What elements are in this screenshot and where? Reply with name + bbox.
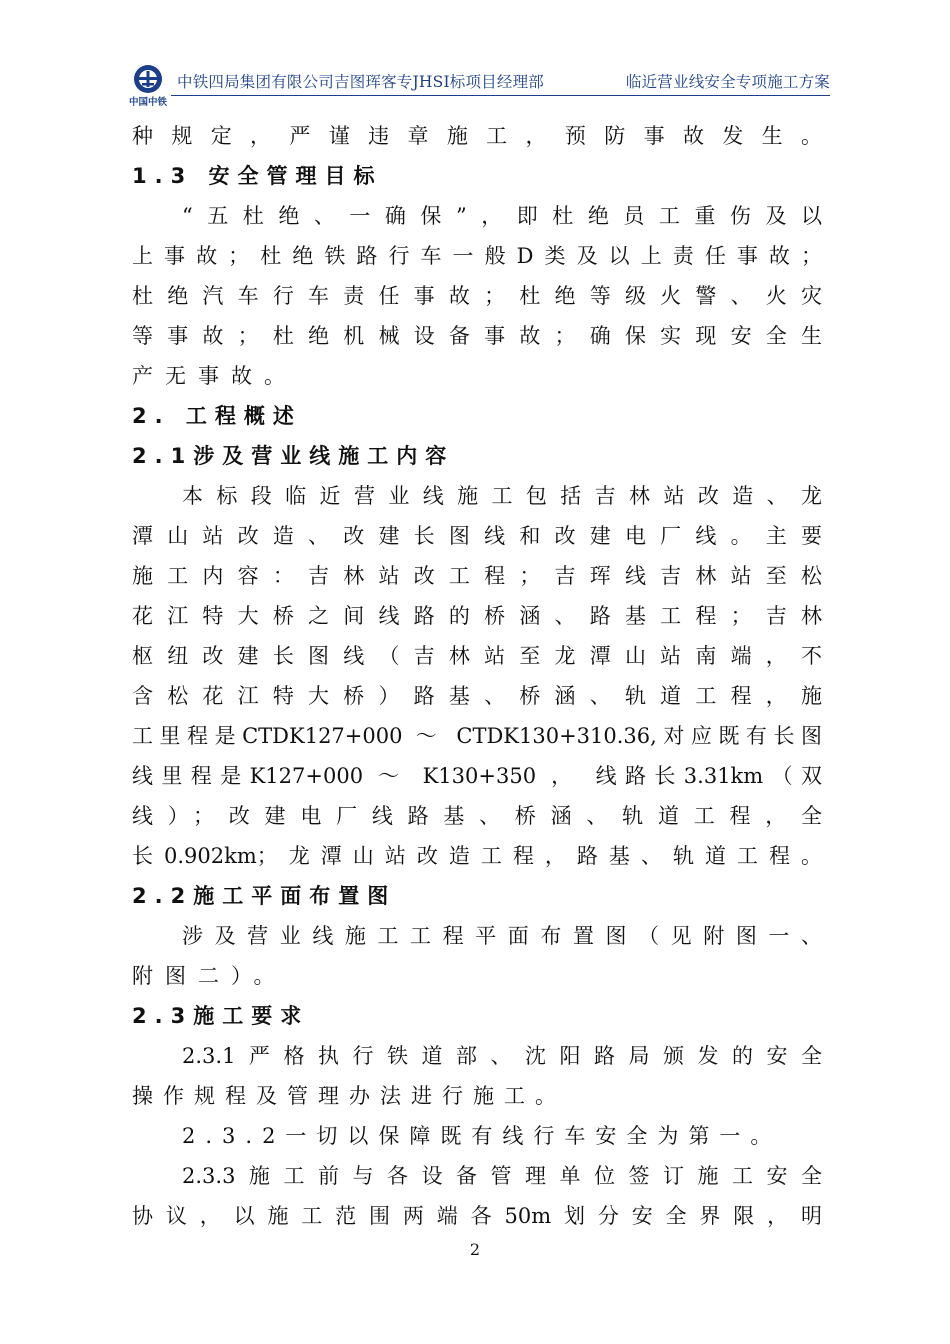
body-line: 涉及营业线施工工程平面布置图（见附图一、 xyxy=(182,924,822,948)
body-line: 附图二）。 xyxy=(132,964,287,988)
body-line: 潭山站改造、改建长图线和改建电厂线。主要 xyxy=(132,524,822,548)
body-line: 花江特大桥之间线路的桥涵、路基工程；吉林 xyxy=(132,604,822,628)
heading-2-1: 2.1涉及营业线施工内容 xyxy=(132,444,455,468)
body-line: 本标段临近营业线施工包括吉林站改造、龙 xyxy=(182,484,822,508)
page-header xyxy=(125,60,830,110)
body-line: 上事故；杜绝铁路行车一般D类及以上责任事故； xyxy=(132,244,822,268)
body-line: 枢纽改建长图线（吉林站至龙潭山站南端，不 xyxy=(132,644,822,668)
body-line: 产无事故。 xyxy=(132,364,297,388)
heading-2-3: 2.3施工要求 xyxy=(132,1004,310,1028)
body-line: 2.3.1严格执行铁道部、沈阳路局颁发的安全 xyxy=(182,1044,822,1068)
body-line: 工里程是CTDK127+000 ～ CTDK130+310.36,对应既有长图 xyxy=(132,724,822,748)
header-divider xyxy=(171,95,830,96)
body-line: 长0.902km；龙潭山站改造工程，路基、轨道工程。 xyxy=(132,844,822,868)
body-line: 施工内容：吉林站改工程；吉珲线吉林站至松 xyxy=(132,564,822,588)
body-line: 操作规程及管理办法进行施工。 xyxy=(132,1084,566,1108)
body-line: 2.3.2一切以保障既有线行车安全为第一。 xyxy=(182,1124,782,1148)
body-line: “五杜绝、一确保”，即杜绝员工重伤及以 xyxy=(182,204,822,228)
header-organization: 中铁四局集团有限公司吉图珲客专JHSⅠ标项目经理部 xyxy=(177,73,544,91)
header-document-title: 临近营业线安全专项施工方案 xyxy=(625,73,830,91)
logo-text: 中国中铁 xyxy=(128,97,168,108)
body-line: 杜绝汽车行车责任事故；杜绝等级火警、火灾 xyxy=(132,284,822,308)
body-line: 含松花江特大桥）路基、桥涵、轨道工程，施 xyxy=(132,684,822,708)
body-line: 线里程是K127+000 ～ K130+350 ， 线路长3.31km（双 xyxy=(132,764,822,788)
body-line: 协议，以施工范围两端各50m划分安全界限，明 xyxy=(132,1204,822,1228)
heading-2-2: 2.2施工平面布置图 xyxy=(132,884,397,908)
heading-2: 2. 工程概述 xyxy=(132,404,302,428)
body-line: 2.3.3施工前与各设备管理单位签订施工安全 xyxy=(182,1164,822,1188)
document-body xyxy=(132,116,822,1236)
page-number: 2 xyxy=(469,1240,481,1259)
body-line: 等事故；杜绝机械设备事故；确保实现安全生 xyxy=(132,324,822,348)
china-railway-logo xyxy=(125,62,171,108)
body-line: 种规定，严谨违章施工，预防事故发生。 xyxy=(132,124,822,148)
heading-1-3: 1.3 安全管理目标 xyxy=(132,164,383,188)
body-line: 线）；改建电厂线路基、桥涵、轨道工程，全 xyxy=(132,804,822,828)
